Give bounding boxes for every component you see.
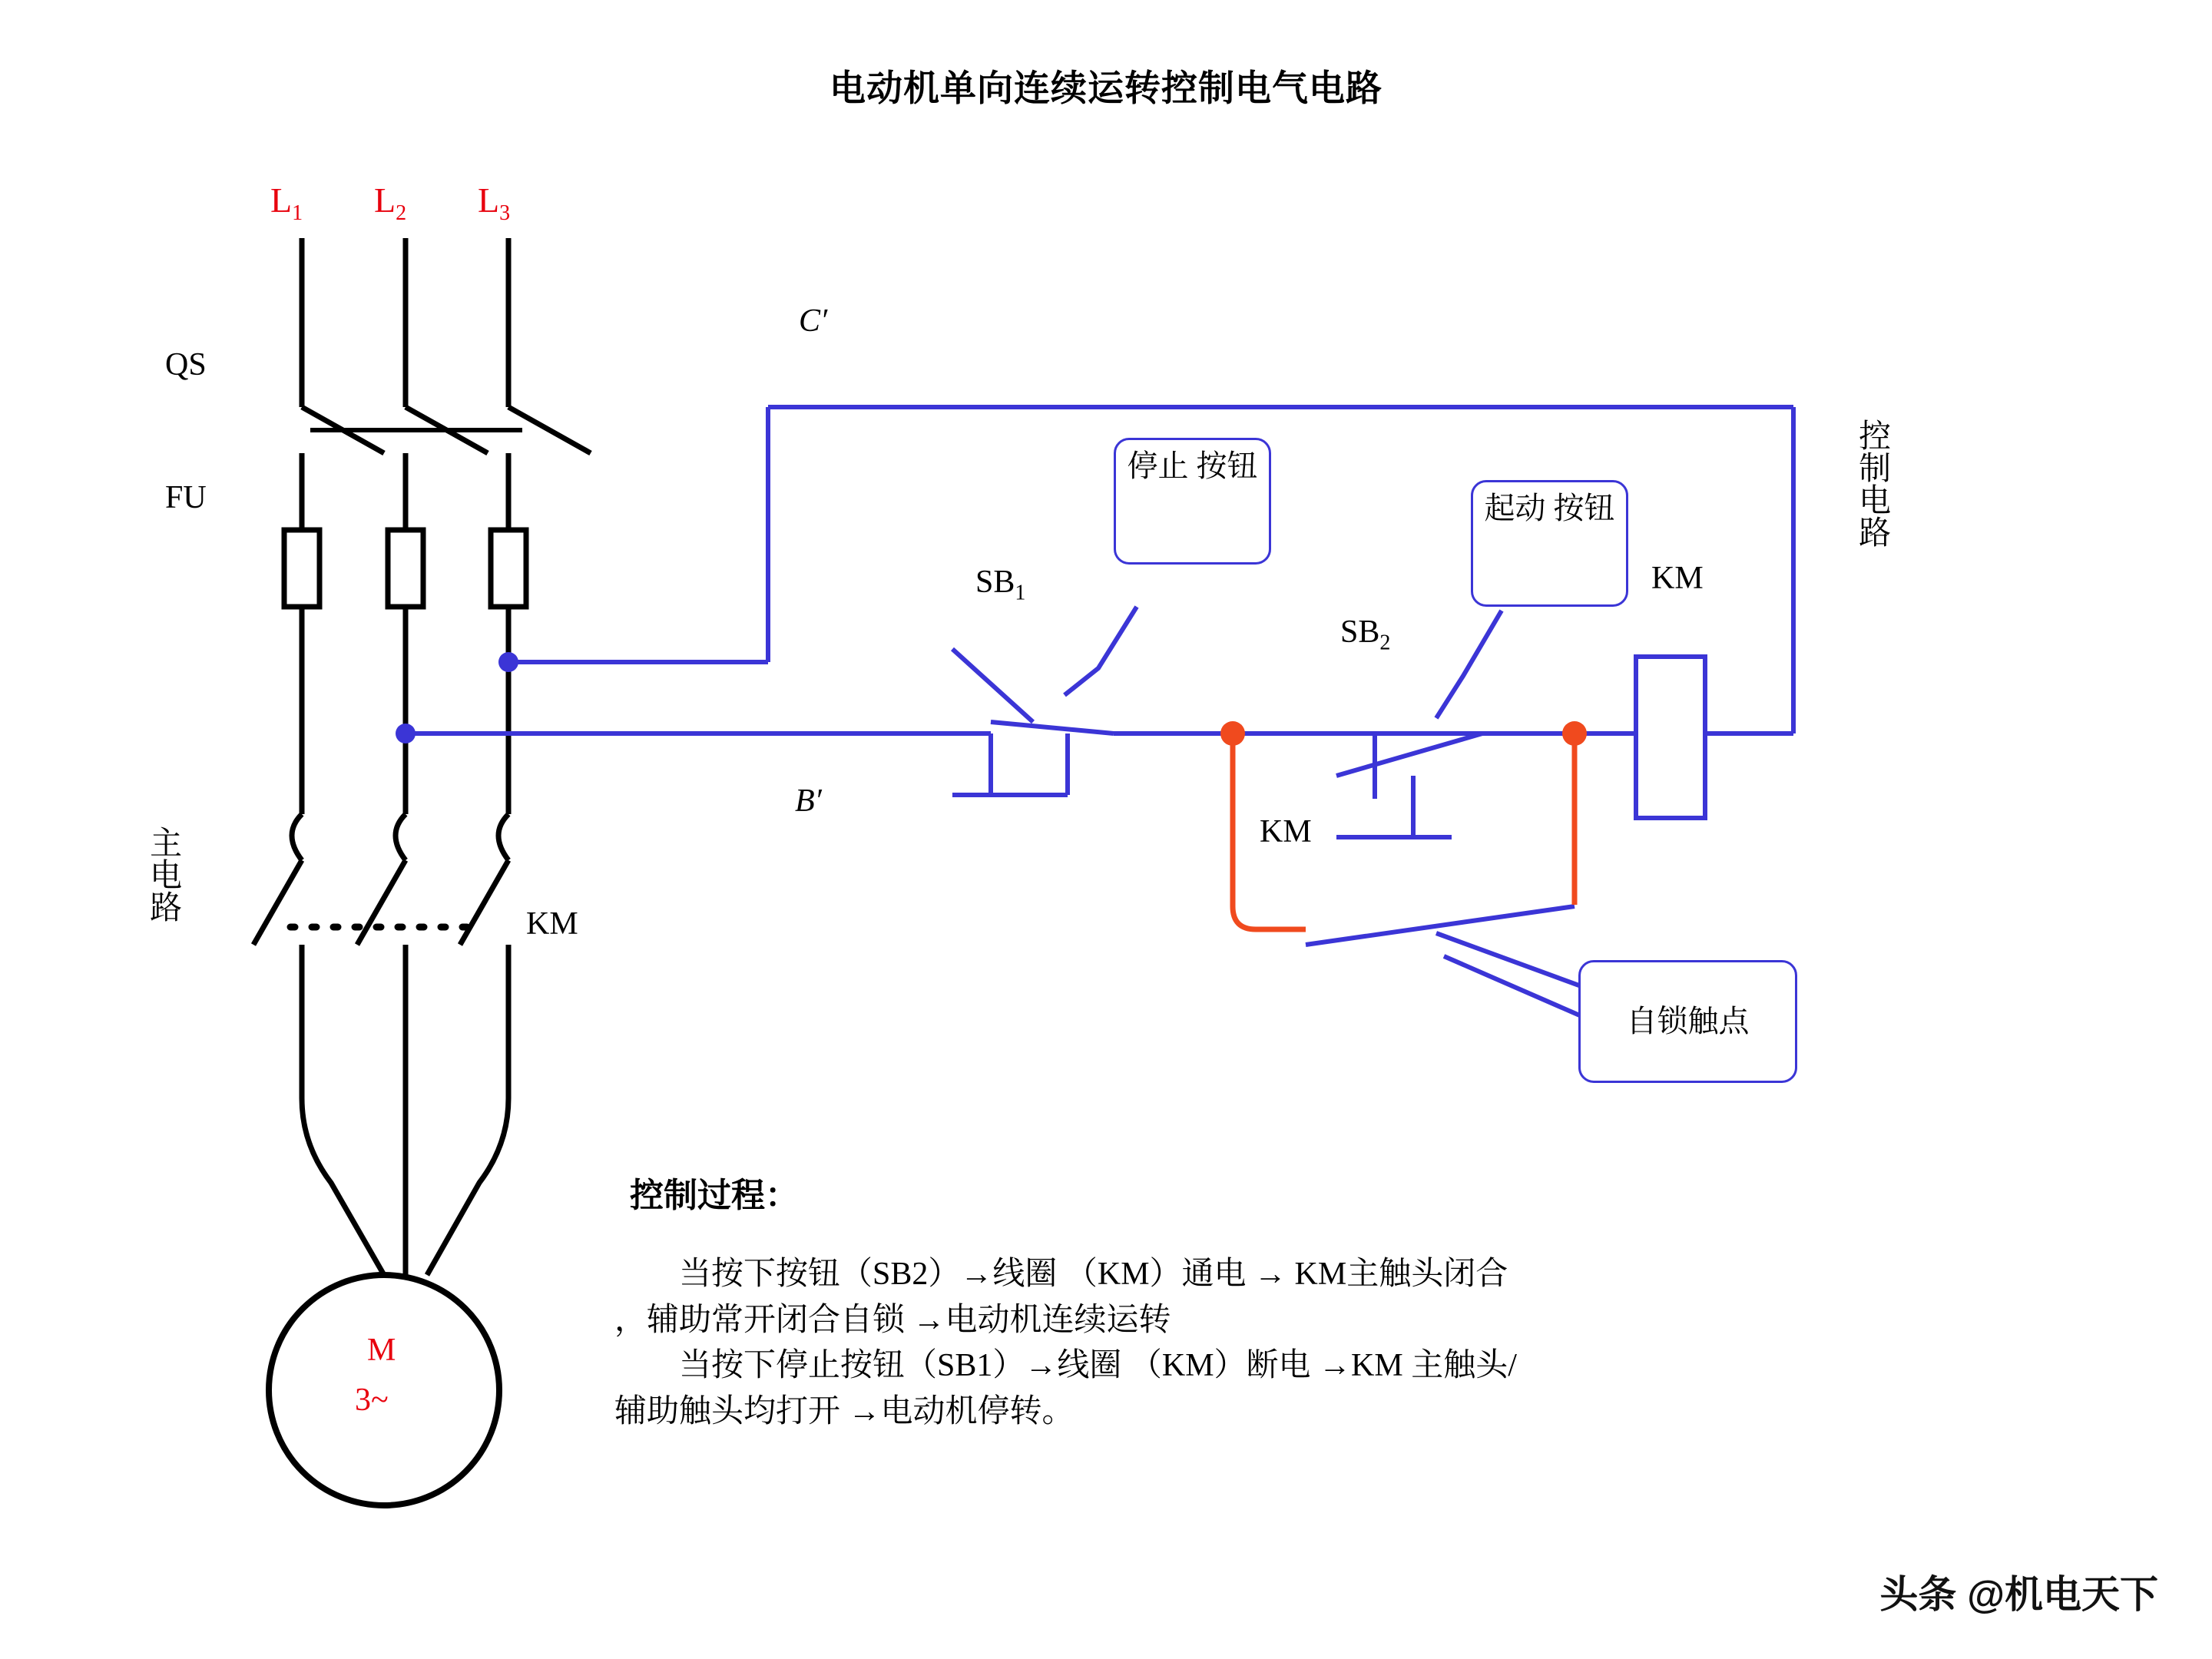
motor-lead-1 bbox=[302, 945, 384, 1275]
label-node-c: C′ bbox=[799, 303, 828, 339]
page-title: 电动机单向连续运转控制电气电路 bbox=[830, 69, 1382, 109]
motor-lead-3 bbox=[427, 945, 508, 1275]
callout-self-lock: 自锁触点 bbox=[1578, 960, 1797, 1083]
label-km-main: KM bbox=[526, 906, 578, 942]
sb1-blade bbox=[952, 649, 1033, 722]
label-sb1: $SB_1$ bbox=[975, 565, 1026, 605]
label-qs: QS bbox=[165, 347, 207, 382]
km-coil-symbol bbox=[1636, 657, 1705, 818]
label-motor-m: M bbox=[367, 1333, 396, 1368]
km-blade-1 bbox=[253, 860, 302, 945]
fuse-l1 bbox=[284, 530, 320, 607]
fuse-l3 bbox=[491, 530, 526, 607]
sb1-contact-line bbox=[991, 722, 1114, 733]
leader-self-lock-2 bbox=[1444, 956, 1594, 1022]
km-contact-hook-3 bbox=[498, 814, 508, 860]
label-l3: $L_3$ bbox=[478, 180, 511, 226]
sb2-blade bbox=[1336, 733, 1482, 776]
km-blade-3 bbox=[460, 860, 508, 945]
process-line-2: ，辅助常开闭合自锁 →电动机连续运转 bbox=[614, 1302, 1171, 1338]
callout-stop-button: 停止 按钮 bbox=[1114, 438, 1271, 565]
label-node-b: B′ bbox=[795, 783, 822, 819]
main-circuit-group bbox=[253, 238, 591, 945]
motor-leads-group bbox=[269, 945, 508, 1505]
label-motor-phase: 3~ bbox=[355, 1382, 389, 1418]
junction-dot-selflock-right bbox=[1562, 721, 1587, 746]
self-lock-blade bbox=[1306, 906, 1575, 945]
process-heading: 控制过程： bbox=[630, 1177, 799, 1214]
watermark: 头条 @机电天下 bbox=[1879, 1573, 2158, 1616]
process-line-1: 当按下按钮（SB2）→线圈 （KM）通电 → KM主触头闭合 bbox=[679, 1257, 1508, 1292]
callout-start-button: 起动 按钮 bbox=[1471, 480, 1628, 607]
km-contact-hook-1 bbox=[292, 814, 302, 860]
callout-leaders bbox=[1065, 607, 1594, 1022]
leader-start-button bbox=[1436, 611, 1502, 718]
label-sb2: $SB_2$ bbox=[1340, 614, 1391, 655]
process-body bbox=[614, 1252, 2074, 1435]
junction-dot-l2 bbox=[396, 724, 416, 743]
label-l2: $L_2$ bbox=[374, 180, 407, 226]
fuse-l2 bbox=[388, 530, 423, 607]
label-km-aux: KM bbox=[1260, 814, 1312, 849]
km-contact-hook-2 bbox=[396, 814, 406, 860]
process-line-3: 当按下停止按钮（SB1）→线圈 （KM）断电 →KM 主触头/ bbox=[679, 1348, 1517, 1384]
junction-dot-l3 bbox=[498, 652, 518, 672]
label-l1: $L_1$ bbox=[270, 180, 303, 226]
process-line-4: 辅助触头均打开 →电动机停转。 bbox=[614, 1393, 1075, 1429]
label-control-circuit: 控制电路 bbox=[1854, 419, 1890, 548]
leader-stop-button bbox=[1065, 607, 1137, 695]
label-main-circuit: 主电路 bbox=[145, 826, 181, 922]
junction-dot-selflock-left bbox=[1220, 721, 1245, 746]
label-km-coil: KM bbox=[1651, 561, 1704, 596]
km-blade-2 bbox=[357, 860, 406, 945]
label-fu: FU bbox=[165, 480, 207, 515]
self-lock-left-hook bbox=[1233, 906, 1306, 929]
